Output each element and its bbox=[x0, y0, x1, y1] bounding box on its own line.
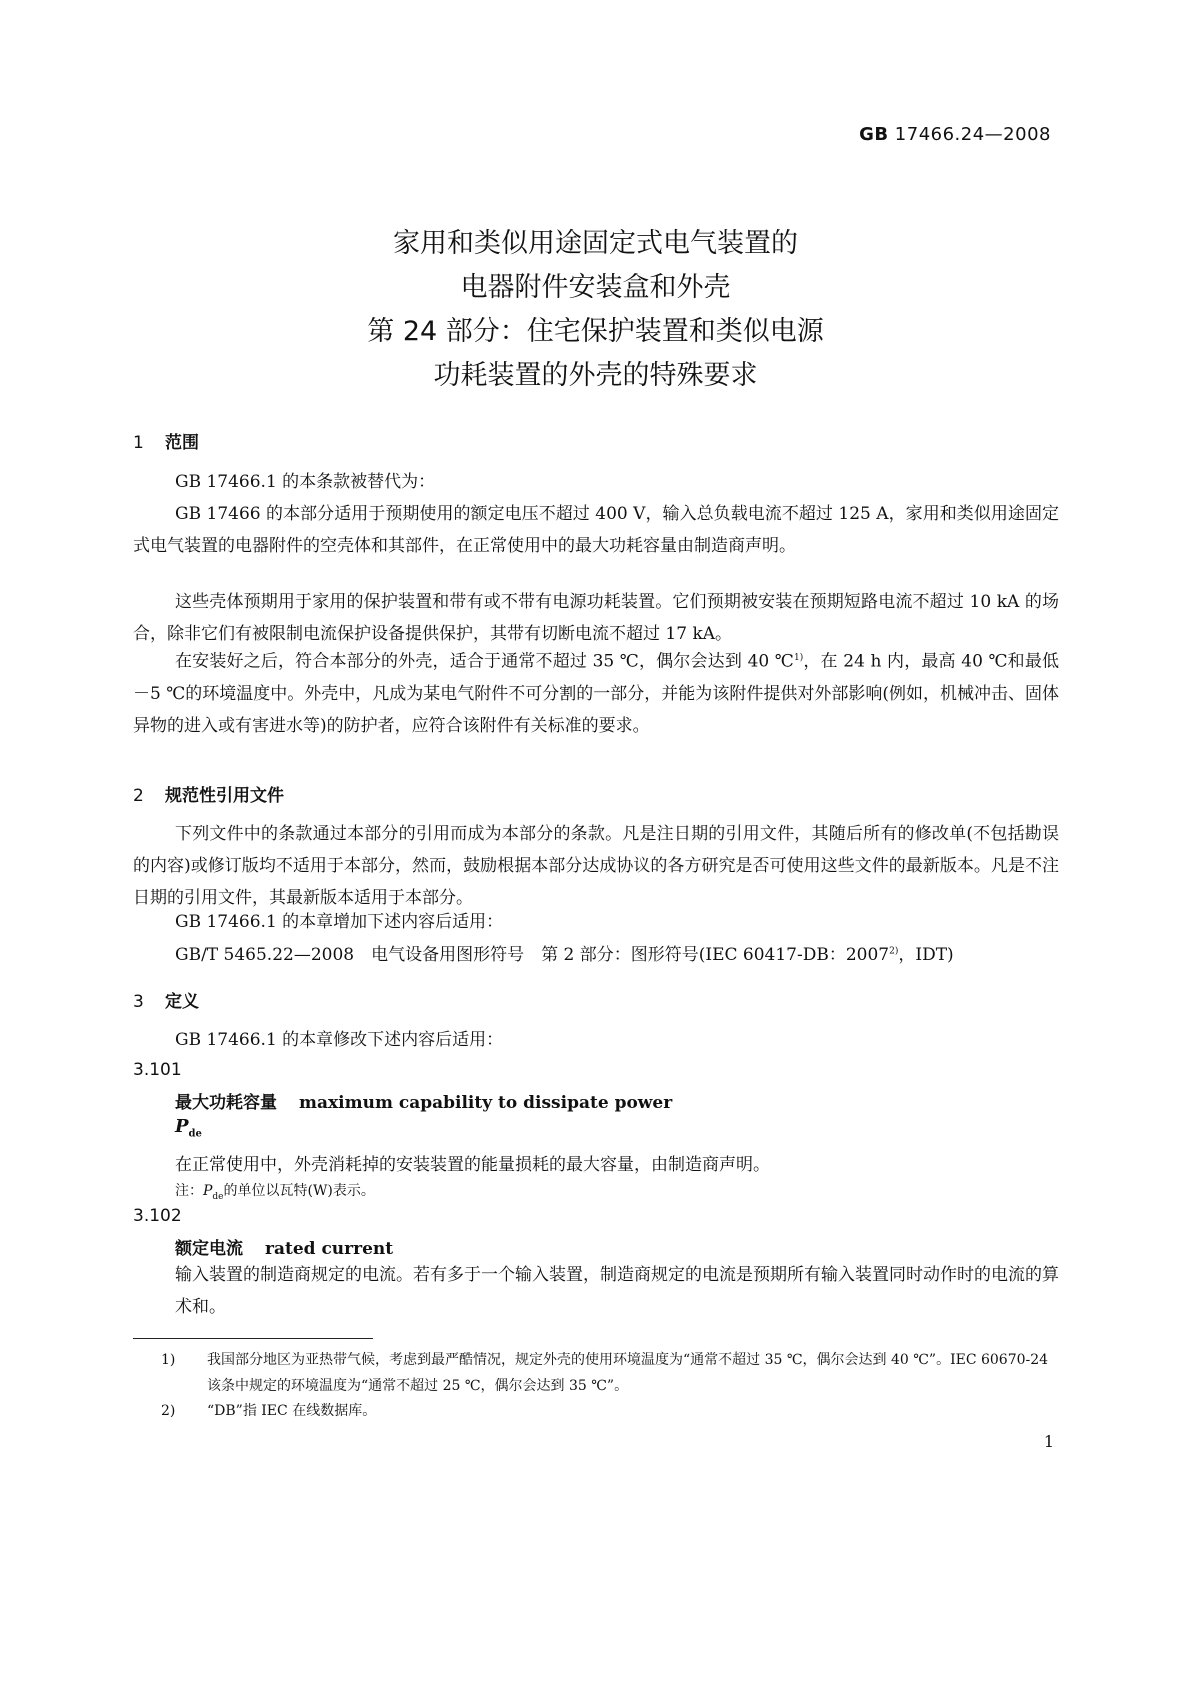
symbol-letter: P bbox=[175, 1116, 189, 1137]
definition-3-101-term bbox=[175, 1088, 672, 1113]
section-2-para-2: GB 17466.1 的本章增加下述内容后适用： bbox=[175, 912, 504, 932]
definition-3-102-term-en: rated current bbox=[265, 1239, 394, 1259]
footnote-divider bbox=[133, 1338, 373, 1339]
page-number: 1 bbox=[1043, 1432, 1054, 1451]
definition-3-101-term-en: maximum capability to dissipate power bbox=[299, 1093, 673, 1113]
footnote-2-text: “DB”指 IEC 在线数据库。 bbox=[207, 1403, 377, 1419]
definition-3-102-number: 3.102 bbox=[133, 1206, 182, 1226]
footnote-1-mark: 1) bbox=[161, 1352, 176, 1368]
normative-reference bbox=[175, 940, 954, 965]
section-3-title: 定义 bbox=[165, 992, 199, 1012]
definition-3-101-number: 3.101 bbox=[133, 1060, 182, 1080]
section-1-para-1: GB 17466.1 的本条款被替代为： bbox=[175, 472, 436, 492]
section-1-para-2: GB 17466 的本部分适用于预期使用的额定电压不超过 400 V，输入总负载电流不超过 125 A，家用和类似用途固定式电气装置的电器附件的空壳体和其部件，在正常使用中的最大功耗容量由制造商声明。 bbox=[133, 504, 1059, 556]
standard-code-prefix: GB bbox=[859, 124, 889, 145]
definition-3-102-term-cn: 额定电流 bbox=[175, 1239, 243, 1259]
definition-3-102-term bbox=[175, 1234, 393, 1259]
document-title bbox=[0, 222, 1191, 398]
section-1-number: 1 bbox=[133, 433, 144, 453]
note-text: 的单位以瓦特(W)表示。 bbox=[223, 1183, 375, 1199]
standard-code-number: 17466.24—2008 bbox=[894, 124, 1051, 145]
footnote-2-mark: 2) bbox=[161, 1403, 176, 1419]
footnote-1-text: 我国部分地区为亚热带气候，考虑到最严酷情况，规定外壳的使用环境温度为“通常不超过 35 ℃，偶尔会达到 40 ℃”。IEC 60670-24 该条中规定的环境温度为“通常不超过 25 ℃，偶尔会达到 35 ℃”。 bbox=[207, 1352, 1049, 1394]
section-1-heading bbox=[133, 428, 199, 453]
normative-reference-text-b: ，IDT) bbox=[898, 945, 954, 965]
definition-3-101-term-cn: 最大功耗容量 bbox=[175, 1093, 277, 1113]
section-1-title: 范围 bbox=[165, 433, 199, 453]
section-2-title: 规范性引用文件 bbox=[165, 786, 284, 806]
definition-3-102-text: 输入装置的制造商规定的电流。若有多于一个输入装置，制造商规定的电流是预期所有输入装置同时动作时的电流的算术和。 bbox=[175, 1265, 1059, 1317]
standard-code bbox=[859, 124, 1051, 145]
section-1-para-3: 这些壳体预期用于家用的保护装置和带有或不带有电源功耗装置。它们预期被安装在预期短路电流不超过 10 kA 的场合，除非它们有被限制电流保护设备提供保护，其带有切断电流不超过 17 kA。 bbox=[133, 592, 1059, 644]
footnote-2 bbox=[133, 1398, 1059, 1424]
section-1-para-4-text-a: 在安装好之后，符合本部分的外壳，适合于通常不超过 35 ℃，偶尔会达到 40 ℃ bbox=[175, 651, 794, 672]
title-line-3: 第 24 部分：住宅保护装置和类似电源 bbox=[367, 316, 824, 347]
section-2-para-1: 下列文件中的条款通过本部分的引用而成为本部分的条款。凡是注日期的引用文件，其随后所有的修改单(不包括勘误的内容)或修订版均不适用于本部分，然而，鼓励根据本部分达成协议的各方研究是否可使用这些文件的最新版本。凡是不注日期的引用文件，其最新版本适用于本部分。 bbox=[133, 824, 1059, 908]
footnote-ref-1: 1) bbox=[793, 653, 804, 663]
definition-3-101-symbol bbox=[175, 1116, 202, 1140]
title-line-2: 电器附件安装盒和外壳 bbox=[460, 272, 731, 303]
section-1-para-4-text-b: ，在 24 h 内，最高 40 ℃和最低－5 ℃的环境温度中。外壳中，凡成为某电气附件不可分割的一部分，并能为该附件提供对外部影响(例如，机械冲击、固体异物的进入或有害进水等)的防护者，应符合该附件有关标准的要求。 bbox=[133, 651, 1059, 736]
symbol-subscript: de bbox=[188, 1128, 202, 1140]
note-symbol: P bbox=[203, 1183, 213, 1199]
note-symbol-subscript: de bbox=[212, 1191, 224, 1202]
section-3-heading bbox=[133, 987, 199, 1012]
section-2-number: 2 bbox=[133, 786, 144, 806]
section-1-para-4 bbox=[133, 642, 1059, 742]
normative-reference-text-a: GB/T 5465.22—2008 电气设备用图形符号 第 2 部分：图形符号(IEC 60417-DB：2007 bbox=[175, 945, 890, 965]
section-3-number: 3 bbox=[133, 992, 144, 1012]
footnote-ref-2: 2) bbox=[889, 946, 899, 957]
footnote-1 bbox=[133, 1347, 1059, 1399]
definition-3-101-note bbox=[175, 1180, 375, 1202]
definition-3-101-text: 在正常使用中，外壳消耗掉的安装装置的能量损耗的最大容量，由制造商声明。 bbox=[175, 1155, 770, 1175]
section-3-para-1: GB 17466.1 的本章修改下述内容后适用： bbox=[175, 1030, 504, 1050]
section-2-heading bbox=[133, 781, 284, 806]
title-line-4: 功耗装置的外壳的特殊要求 bbox=[433, 360, 758, 391]
note-label: 注： bbox=[175, 1183, 203, 1199]
title-line-1: 家用和类似用途固定式电气装置的 bbox=[393, 228, 798, 259]
